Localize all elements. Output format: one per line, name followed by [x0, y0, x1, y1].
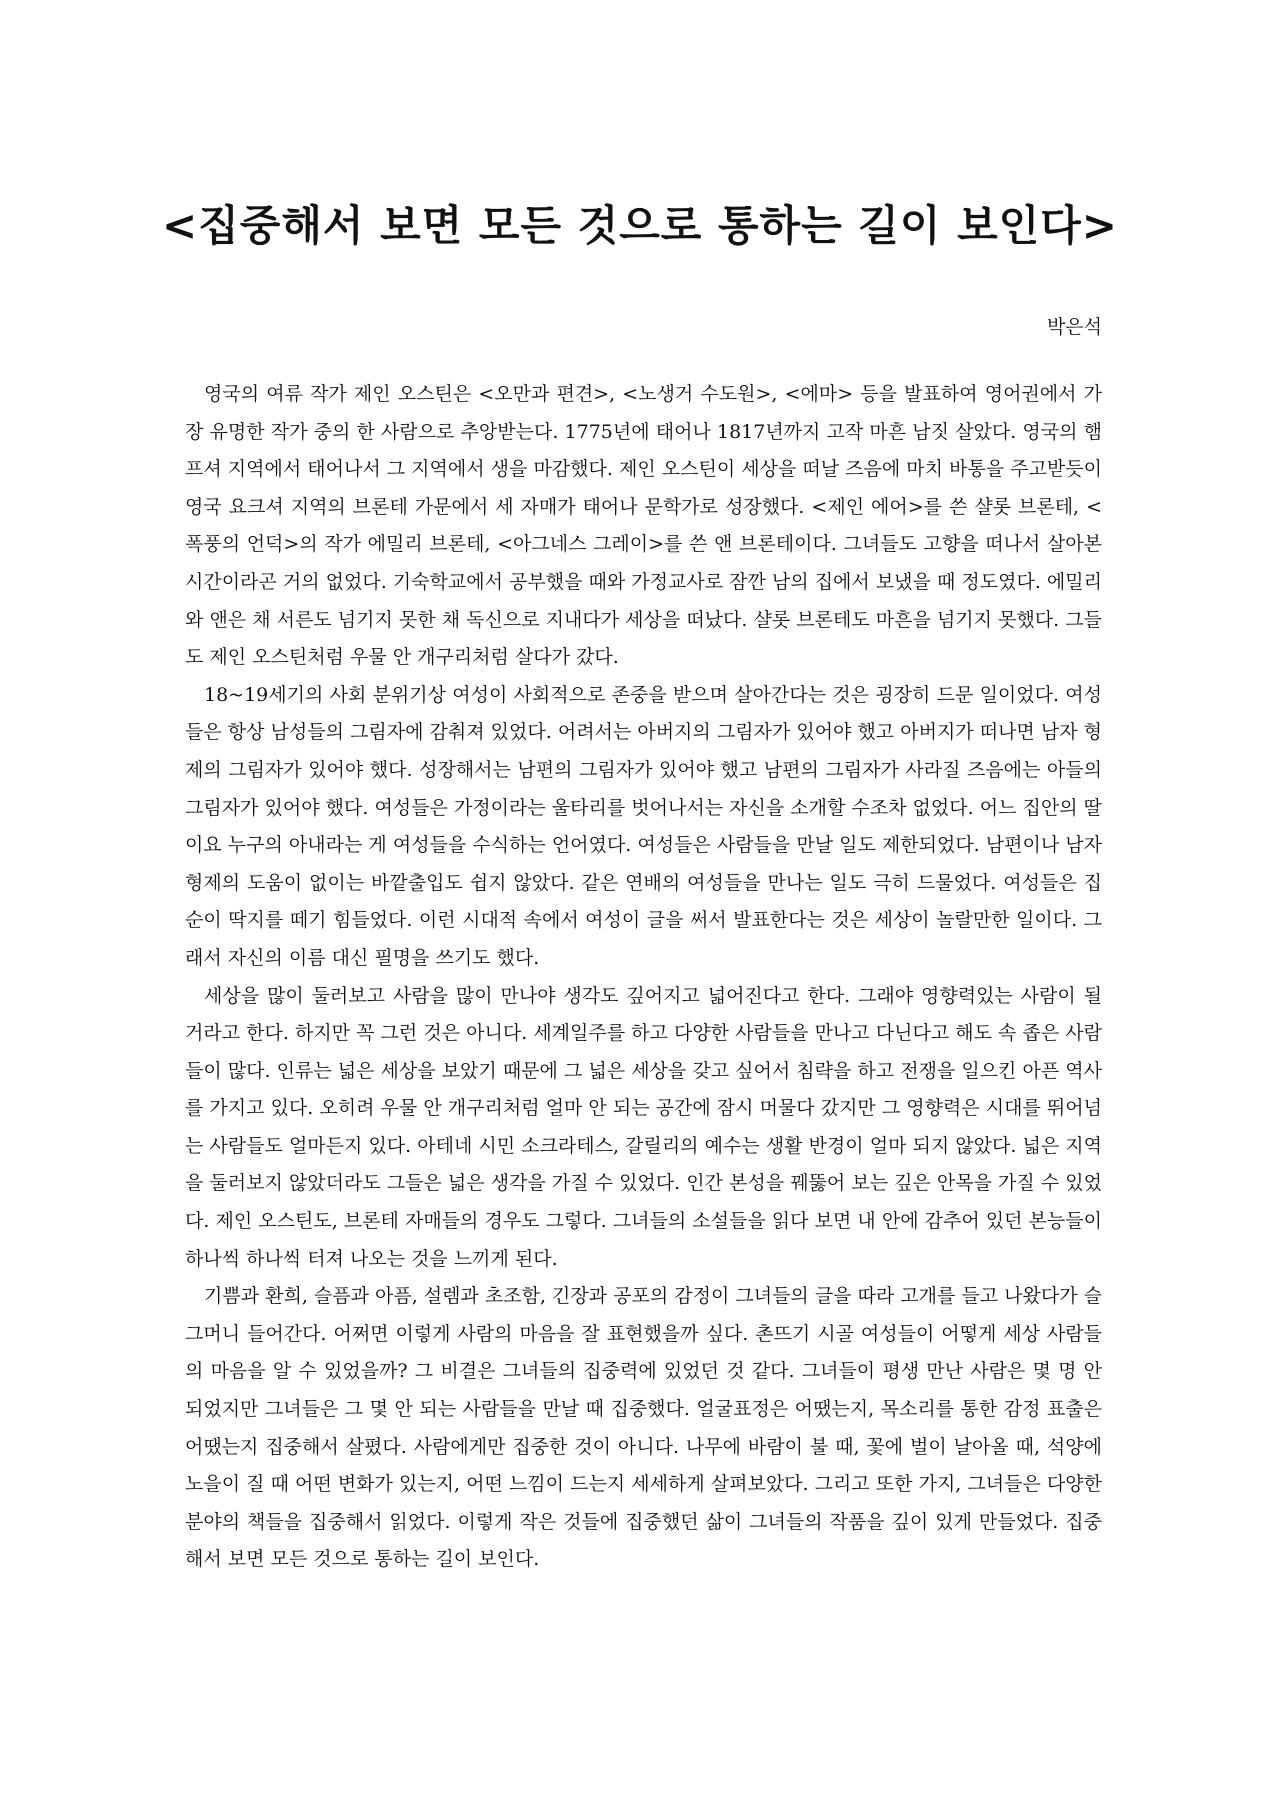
author-name: 박은석	[1046, 316, 1102, 338]
paragraph: 영국의 여류 작가 제인 오스틴은 <오만과 편견>, <노생거 수도원>, <에마> 등을 발표하여 영어권에서 가장 유명한 작가 중의 한 사람으로 추앙받는다. 1775년에 태어나 1817년까지 고작 마흔 남짓 살았다. 영국의 햄프셔 지역에서 태어나서 그 지역에서 생을 마감했다. 제인 오스틴이 세상을 떠날 즈음에 마치 바통을 주고받듯이 영국 요크셔 지역의 브론테 가문에서 세 자매가 태어나 문학가로 성장했다. <제인 에어>를 쓴 샬롯 브론테, <폭풍의 언덕>의 작가 에밀리 브론테, <아그네스 그레이>를 쓴 앤 브론테이다. 그녀들도 고향을 떠나서 살아본 시간이라곤 거의 없었다. 기숙학교에서 공부했을 때와 가정교사로 잠깐 남의 집에서 보냈을 때 정도였다. 에밀리와 앤은 채 서른도 넘기지 못한 채 독신으로 지내다가 세상을 떠났다. 샬롯 브론테도 마흔을 넘기지 못했다. 그들도 제인 오스틴처럼 우물 안 개구리처럼 살다가 갔다.	[185, 383, 1102, 669]
document-title: <집중해서 보면 모든 것으로 통하는 길이 보인다>	[162, 201, 1118, 250]
paragraph: 18~19세기의 사회 분위기상 여성이 사회적으로 존중을 받으며 살아간다는 것은 굉장히 드문 일이었다. 여성들은 항상 남성들의 그림자에 감춰져 있었다. 어려서는 아버지의 그림자가 있어야 했고 아버지가 떠나면 남자 형제의 그림자가 있어야 했다. 성장해서는 남편의 그림자가 있어야 했고 남편의 그림자가 사라질 즈음에는 아들의 그림자가 있어야 했다. 여성들은 가정이라는 울타리를 벗어나서는 자신을 소개할 수조차 없었다. 어느 집안의 딸이요 누구의 아내라는 게 여성들을 수식하는 언어였다. 여성들은 사람들을 만날 일도 제한되었다. 남편이나 남자 형제의 도움이 없이는 바깥출입도 쉽지 않았다. 같은 연배의 여성들을 만나는 일도 극히 드물었다. 여성들은 집순이 딱지를 떼기 힘들었다. 이런 시대적 속에서 여성이 글을 써서 발표한다는 것은 세상이 놀랄만한 일이다. 그래서 자신의 이름 대신 필명을 쓰기도 했다.	[185, 683, 1102, 969]
paragraph: 세상을 많이 둘러보고 사람을 많이 만나야 생각도 깊어지고 넓어진다고 한다. 그래야 영향력있는 사람이 될 거라고 한다. 하지만 꼭 그런 것은 아니다. 세계일주를 하고 다양한 사람들을 만나고 다닌다고 해도 속 좁은 사람들이 많다. 인류는 넓은 세상을 보았기 때문에 그 넓은 세상을 갖고 싶어서 침략을 하고 전쟁을 일으킨 아픈 역사를 가지고 있다. 오히려 우물 안 개구리처럼 얼마 안 되는 공간에 잠시 머물다 갔지만 그 영향력은 시대를 뛰어넘는 사람들도 얼마든지 있다. 아테네 시민 소크라테스, 갈릴리의 예수는 생활 반경이 얼마 되지 않았다. 넓은 지역을 둘러보지 않았더라도 그들은 넓은 생각을 가질 수 있었다. 인간 본성을 꿰뚫어 보는 깊은 안목을 가질 수 있었다. 제인 오스틴도, 브론테 자매들의 경우도 그렇다. 그녀들의 소설들을 읽다 보면 내 안에 감추어 있던 본능들이 하나씩 하나씩 터져 나오는 것을 느끼게 된다.	[185, 984, 1102, 1270]
document-body	[185, 376, 1102, 1579]
paragraph: 기쁨과 환희, 슬픔과 아픔, 설렘과 초조함, 긴장과 공포의 감정이 그녀들의 글을 따라 고개를 들고 나왔다가 슬그머니 들어간다. 어쩌면 이렇게 사람의 마음을 잘 표현했을까 싶다. 촌뜨기 시골 여성들이 어떻게 세상 사람들의 마음을 알 수 있었을까? 그 비결은 그녀들의 집중력에 있었던 것 같다. 그녀들이 평생 만난 사람은 몇 명 안 되었지만 그녀들은 그 몇 안 되는 사람들을 만날 때 집중했다. 얼굴표정은 어땠는지, 목소리를 통한 감정 표출은 어땠는지 집중해서 살폈다. 사람에게만 집중한 것이 아니다. 나무에 바람이 불 때, 꽃에 벌이 날아올 때, 석양에 노을이 질 때 어떤 변화가 있는지, 어떤 느낌이 드는지 세세하게 살펴보았다. 그리고 또한 가지, 그녀들은 다양한 분야의 책들을 집중해서 읽었다. 이렇게 작은 것들에 집중했던 삶이 그녀들의 작품을 깊이 있게 만들었다. 집중해서 보면 모든 것으로 통하는 길이 보인다.	[185, 1285, 1102, 1571]
